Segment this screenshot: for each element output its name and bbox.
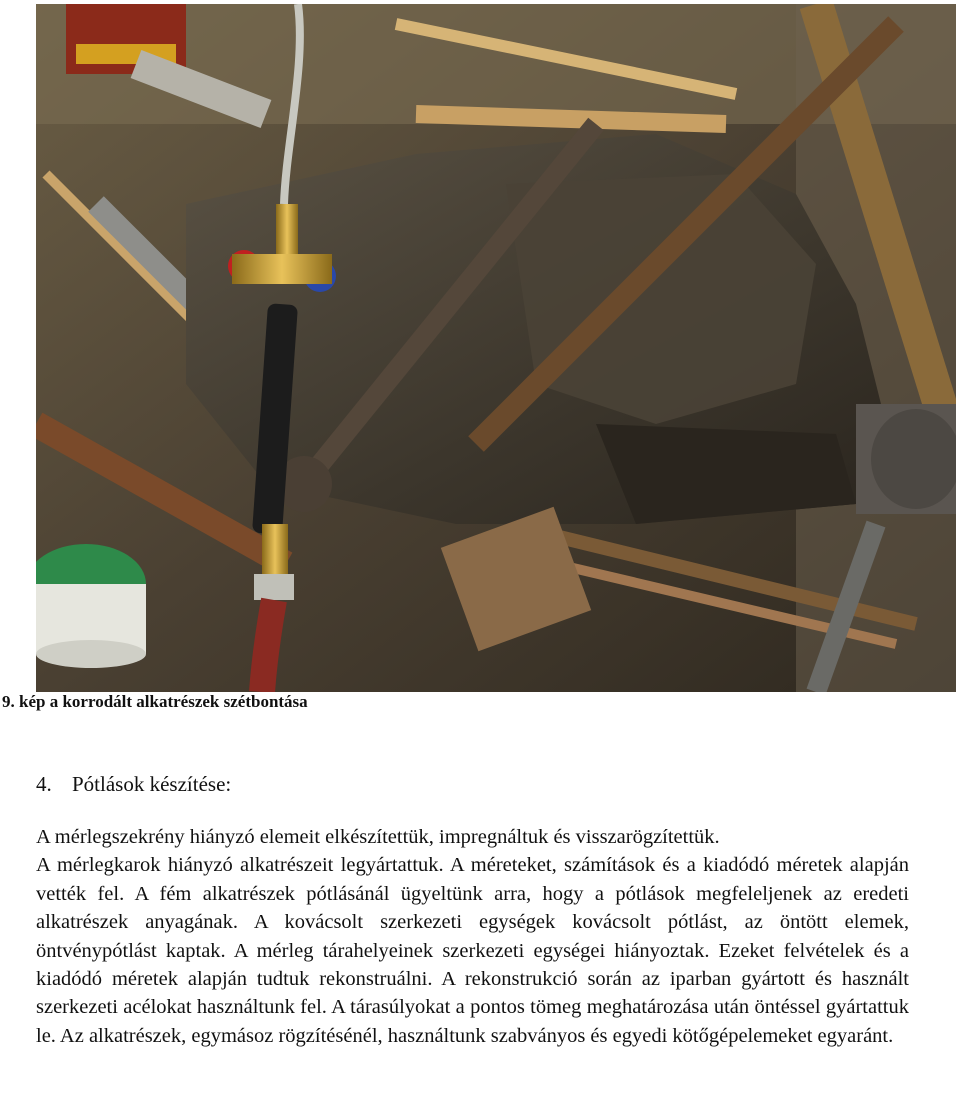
section-number: 4. [36,772,52,796]
section-title: Pótlások készítése: [72,772,232,796]
paragraph: A mérlegszekrény hiányzó elemeit elkészítettük, impregnáltuk és visszarögzítettük. [36,826,720,848]
body-text [36,823,909,1050]
figure-caption: 9. kép a korrodált alkatrészek szétbontása [2,692,308,711]
workshop-photo [36,4,956,692]
section-heading [36,770,231,798]
paragraph: A mérlegkarok hiányzó alkatrészeit legyártattuk. A méreteket, számítások és a kiadódó méretek alapján vették fel. A fém alkatrészek pótlásánál ügyeltünk arra, hogy a pótlások megfeleljenek az eredeti alkatrészek anyagának. A kovácsolt szerkezeti egységek kovácsolt pótlást, az öntött elemek, öntvénypótlást kaptak. A mérleg tárahelyeinek szerkezeti egységei hiányoztak. Ezeket felvételek és a kiadódó méretek alapján tudtuk rekonstruálni. A rekonstrukció során az iparban gyártott és használt szerkezeti acélokat használtunk fel. A tárasúlyokat a pontos tömeg meghatározása után öntéssel gyártattuk le. Az alkatrészek, egymásoz rögzítésénél, használtunk szabványos és egyedi kötőgépelemeket egyaránt. [36,854,909,1047]
photo-illustration [36,4,956,692]
